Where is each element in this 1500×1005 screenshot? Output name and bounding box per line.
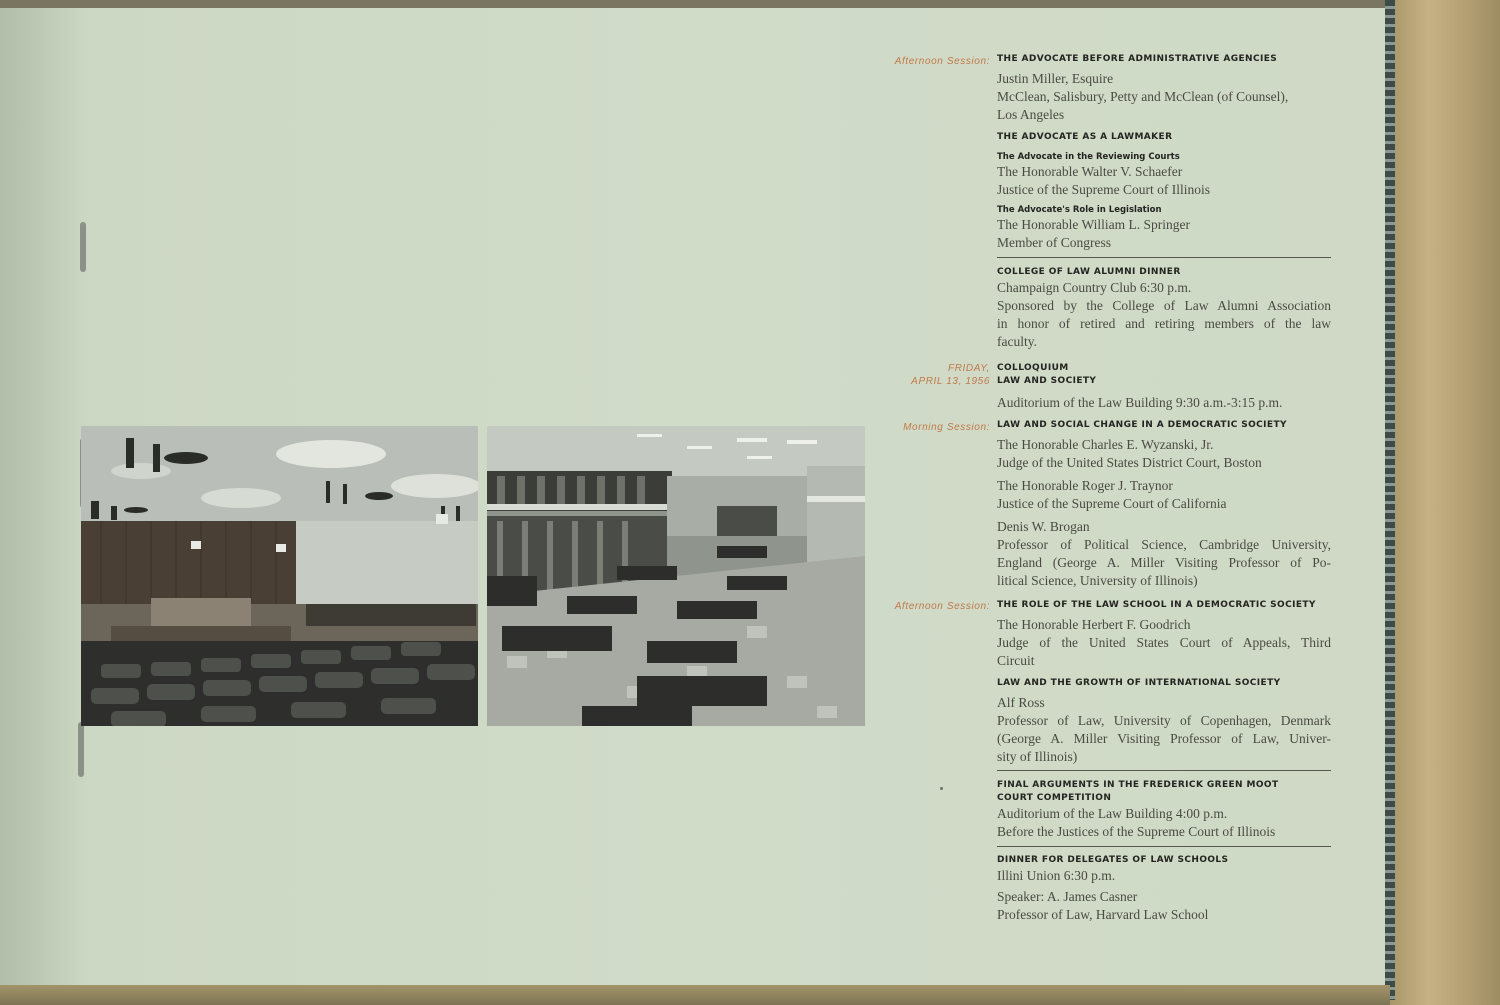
section-heading: THE ROLE OF THE LAW SCHOOL IN A DEMOCRATIC SOCIETY <box>997 600 1316 610</box>
subsection-heading: The Advocate in the Reviewing Courts <box>997 152 1180 162</box>
event-location: Champaign Country Club 6:30 p.m. <box>997 280 1192 295</box>
legislation-section <box>997 204 1331 252</box>
colloquium-section <box>997 362 1331 412</box>
advocate-lawmaker-section <box>997 131 1331 144</box>
afternoon-session-label-1: Afternoon Session: <box>894 56 990 67</box>
speaker-title: Judge of the United States Court of Appeals, Third <box>997 635 1331 650</box>
speaker-name: The Honorable Walter V. Schaefer <box>997 164 1183 179</box>
event-description: Before the Justices of the Supreme Court of Illinois <box>997 824 1276 839</box>
ink-speck <box>940 787 943 790</box>
table-edge <box>0 985 1390 1005</box>
speaker-title: sity of Illinois) <box>997 749 1078 764</box>
speaker-name: Alf Ross <box>997 695 1045 710</box>
divider <box>997 257 1331 258</box>
speaker-title: litical Science, University of Illinois) <box>997 573 1198 588</box>
section-heading: COLLOQUIUM <box>997 363 1069 373</box>
binding-staple-top <box>80 222 86 272</box>
social-change-section <box>997 419 1331 590</box>
speaker-name: Denis W. Brogan <box>997 519 1090 534</box>
friday-label: FRIDAY, <box>948 363 990 374</box>
section-heading: THE ADVOCATE AS A LAWMAKER <box>997 132 1173 142</box>
speaker-title: Professor of Law, University of Copenhagen, Denmark <box>997 713 1331 728</box>
speaker-title: Member of Congress <box>997 235 1111 250</box>
speaker-name: The Honorable Charles E. Wyzanski, Jr. <box>997 437 1214 452</box>
section-heading: LAW AND THE GROWTH OF INTERNATIONAL SOCIETY <box>997 678 1281 688</box>
section-heading: THE ADVOCATE BEFORE ADMINISTRATIVE AGENCIES <box>997 54 1278 64</box>
speaker-name: The Honorable Roger J. Traynor <box>997 478 1173 493</box>
event-location: Auditorium of the Law Building 9:30 a.m.-3:15 p.m. <box>997 395 1283 410</box>
wooden-surface <box>1390 0 1500 1005</box>
delegates-dinner-section <box>997 854 1331 924</box>
divider <box>997 846 1331 847</box>
section-heading-continued: COURT COMPETITION <box>997 793 1112 803</box>
speaker-name: The Honorable William L. Springer <box>997 217 1191 232</box>
section-heading: LAW AND SOCIAL CHANGE IN A DEMOCRATIC SOCIETY <box>997 420 1287 430</box>
morning-session-label: Morning Session: <box>903 422 990 433</box>
section-heading: DINNER FOR DELEGATES OF LAW SCHOOLS <box>997 855 1229 865</box>
date-label: APRIL 13, 1956 <box>911 376 990 387</box>
speaker-title: Professor of Political Science, Cambridge University, <box>997 537 1331 552</box>
event-description-3: faculty. <box>997 334 1037 349</box>
afternoon-session-label-2: Afternoon Session: <box>894 601 990 612</box>
speaker-location: Los Angeles <box>997 107 1065 122</box>
alumni-dinner-section <box>997 266 1331 351</box>
speaker-affiliation: McClean, Salisbury, Petty and McClean (of Counsel), <box>997 89 1289 104</box>
page-gutter-shadow <box>0 8 90 998</box>
speaker-name: Justin Miller, Esquire <box>997 71 1114 86</box>
event-description-2: in honor of retired and retiring members of the law <box>997 316 1331 331</box>
law-school-section <box>997 599 1331 670</box>
section-subheading: LAW AND SOCIETY <box>997 376 1097 386</box>
speaker-title: Judge of the United States District Court, Boston <box>997 455 1262 470</box>
section-heading: COLLEGE OF LAW ALUMNI DINNER <box>997 267 1181 277</box>
library-photo <box>487 426 865 726</box>
speaker-title: England (George A. Miller Visiting Professor of Po- <box>997 555 1331 570</box>
section-heading: FINAL ARGUMENTS IN THE FREDERICK GREEN MOOT <box>997 780 1279 790</box>
speaker-name: Speaker: A. James Casner <box>997 889 1138 904</box>
divider <box>997 770 1331 771</box>
advocate-agencies-section <box>997 53 1331 124</box>
speaker-title: Justice of the Supreme Court of California <box>997 496 1227 511</box>
event-location: Auditorium of the Law Building 4:00 p.m. <box>997 806 1228 821</box>
auditorium-photo <box>81 426 478 726</box>
event-description-1: Sponsored by the College of Law Alumni Association <box>997 298 1331 313</box>
binding-staple-bottom <box>78 722 84 777</box>
speaker-title: Circuit <box>997 653 1035 668</box>
speaker-title: Professor of Law, Harvard Law School <box>997 907 1209 922</box>
moot-court-section <box>997 779 1331 841</box>
international-society-section <box>997 677 1331 766</box>
speaker-name: The Honorable Herbert F. Goodrich <box>997 617 1191 632</box>
reviewing-courts-section <box>997 151 1331 199</box>
subsection-heading: The Advocate's Role in Legislation <box>997 205 1162 215</box>
event-location: Illini Union 6:30 p.m. <box>997 868 1116 883</box>
speaker-title: (George A. Miller Visiting Professor of Law, Univer- <box>997 731 1331 746</box>
speaker-title: Justice of the Supreme Court of Illinois <box>997 182 1210 197</box>
page-stack-edge <box>1385 0 1395 1000</box>
